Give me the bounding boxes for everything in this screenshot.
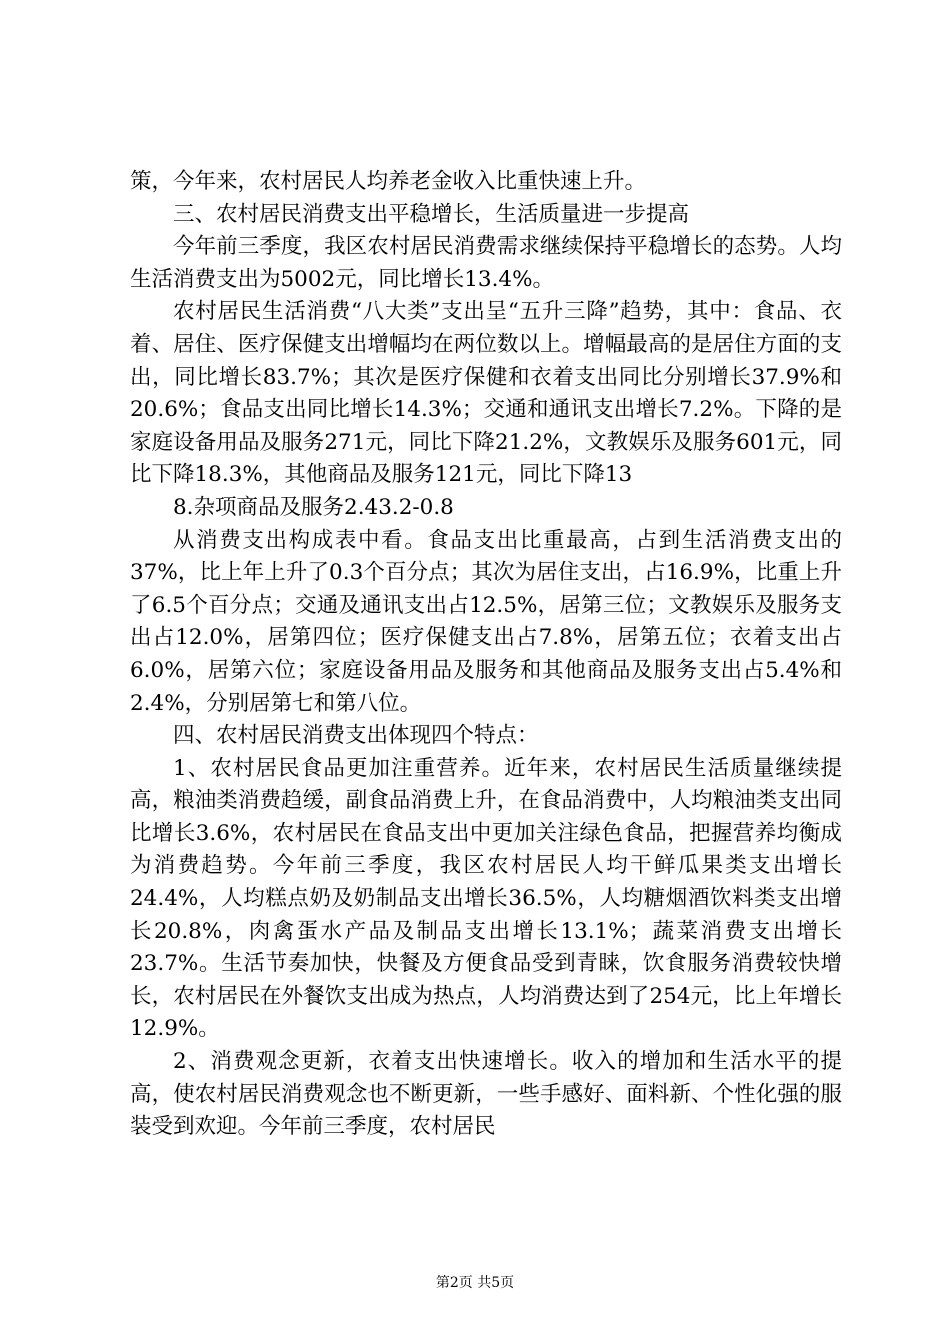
paragraph: 1、农村居民食品更加注重营养。近年来，农村居民生活质量继续提高，粮油类消费趋缓，副食品消费上升，在食品消费中，人均粮油类支出同比增长3.6%，农村居民在食品支出中更加关注绿色食品，把握营养均衡成为消费趋势。今年前三季度，我区农村居民人均干鲜瓜果类支出增长24.4%，人均糕点奶及奶制品支出增长36.5%，人均糖烟酒饮料类支出增长20.8%，肉禽蛋水产品及制品支出增长13.1%；蔬菜消费支出增长23.7%。生活节奏加快，快餐及方便食品受到青睐，饮食服务消费较快增长，农村居民在外餐饮支出成为热点，人均消费达到了254元，比上年增长12.9%。 — [130, 755, 842, 1042]
section-heading: 三、农村居民消费支出平稳增长，生活质量进一步提高 — [173, 201, 690, 227]
table-fragment: 8.杂项商品及服务2.43.2-0.8 — [173, 494, 454, 520]
document-body — [130, 166, 842, 1144]
paragraph: 策，今年来，农村居民人均养老金收入比重快速上升。 — [130, 169, 647, 194]
paragraph: 今年前三季度，我区农村居民消费需求继续保持平稳增长的态势。人均生活消费支出为5002元，同比增长13.4%。 — [130, 234, 842, 292]
paragraph: 农村居民生活消费“八大类”支出呈“五升三降”趋势，其中：食品、衣着、居住、医疗保健支出增幅均在两位数以上。增幅最高的是居住方面的支出，同比增长83.7%；其次是医疗保健和衣着支出同比分别增长37.9%和20.6%；食品支出同比增长14.3%；交通和通讯支出增长7.2%。下降的是家庭设备用品及服务271元，同比下降21.2%，文教娱乐及服务601元，同比下降18.3%，其他商品及服务121元，同比下降13 — [130, 299, 842, 488]
section-heading: 四、农村居民消费支出体现四个特点： — [173, 723, 539, 749]
page-footer: 第2页 共5页 — [435, 1275, 515, 1291]
paragraph: 2、消费观念更新，衣着支出快速增长。收入的增加和生活水平的提高，使农村居民消费观念也不断更新，一些手感好、面料新、个性化强的服装受到欢迎。今年前三季度，农村居民 — [130, 1049, 842, 1140]
paragraph: 从消费支出构成表中看。食品支出比重最高，占到生活消费支出的37%，比上年上升了0.3个百分点；其次为居住支出，占16.9%，比重上升了6.5个百分点；交通及通讯支出占12.5%，居第三位；文教娱乐及服务支出占12.0%，居第四位；医疗保健支出占7.8%，居第五位；衣着支出占6.0%，居第六位；家庭设备用品及服务和其他商品及服务支出占5.4%和2.4%，分别居第七和第八位。 — [130, 527, 842, 716]
